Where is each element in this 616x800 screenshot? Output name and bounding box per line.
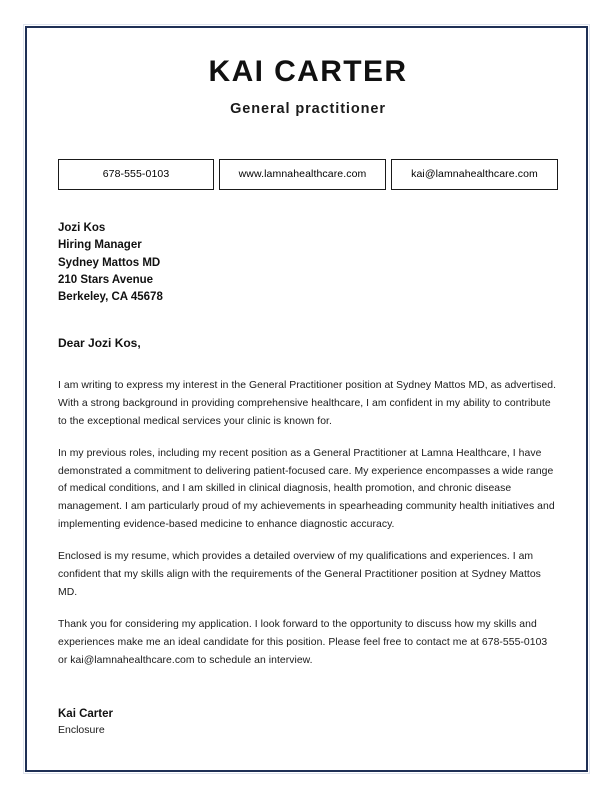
salutation: Dear Jozi Kos, — [58, 335, 141, 350]
contact-bar — [58, 159, 558, 190]
job-title: General practitioner — [230, 101, 386, 117]
recipient-street: 210 Stars Avenue — [58, 274, 154, 286]
letter-paragraph: Thank you for considering my application. I look forward to the opportunity to discuss how my skills and experiences make me an ideal candidate for this position. Please feel free to contact me at 678-555-0103 or kai@lamnahealthcare.com to schedule an interview. — [58, 618, 548, 666]
recipient-address-block — [58, 220, 558, 307]
letter-body — [58, 220, 558, 739]
letter-paragraphs — [58, 377, 558, 669]
signature-name: Kai Carter — [58, 708, 113, 721]
letter-header — [28, 26, 588, 117]
page-title: KAI CARTER — [208, 55, 408, 88]
recipient-role: Hiring Manager — [58, 239, 142, 252]
contact-phone[interactable]: 678-555-0103 — [58, 159, 214, 190]
recipient-city-state-zip: Berkeley, CA 45678 — [58, 291, 163, 304]
contact-website[interactable]: www.lamnahealthcare.com — [219, 159, 386, 190]
letter-paragraph: I am writing to express my interest in the General Practitioner position at Sydney Mattos MD, as advertised. With a strong background in providing comprehensive healthcare, I am confident in my ability to contribute to the exceptional medical services your clinic is known for. — [58, 379, 557, 427]
letter-paragraph: In my previous roles, including my recent position as a General Practitioner at Lamna Healthcare, I have demonstrated a commitment to delivering patient-focused care. My experience encompasses a wide range of medical conditions, and I am skilled in clinical diagnosis, health promotion, and chronic disease management. I am particularly proud of my achievements in spearheading community health initiatives and implementing evidence-based medicine to enhance diagnostic accuracy. — [58, 447, 555, 531]
contact-email[interactable]: kai@lamnahealthcare.com — [391, 159, 558, 190]
signature-enclosure: Enclosure — [58, 724, 105, 737]
recipient-company: Sydney Mattos MD — [58, 256, 161, 269]
letter-paragraph: Enclosed is my resume, which provides a detailed overview of my qualifications and experiences. I am confident that my skills align with the requirements of the General Practitioner position at Sydney Mattos MD. — [58, 551, 541, 598]
signature-block — [58, 706, 558, 738]
recipient-name: Jozi Kos — [58, 221, 106, 234]
